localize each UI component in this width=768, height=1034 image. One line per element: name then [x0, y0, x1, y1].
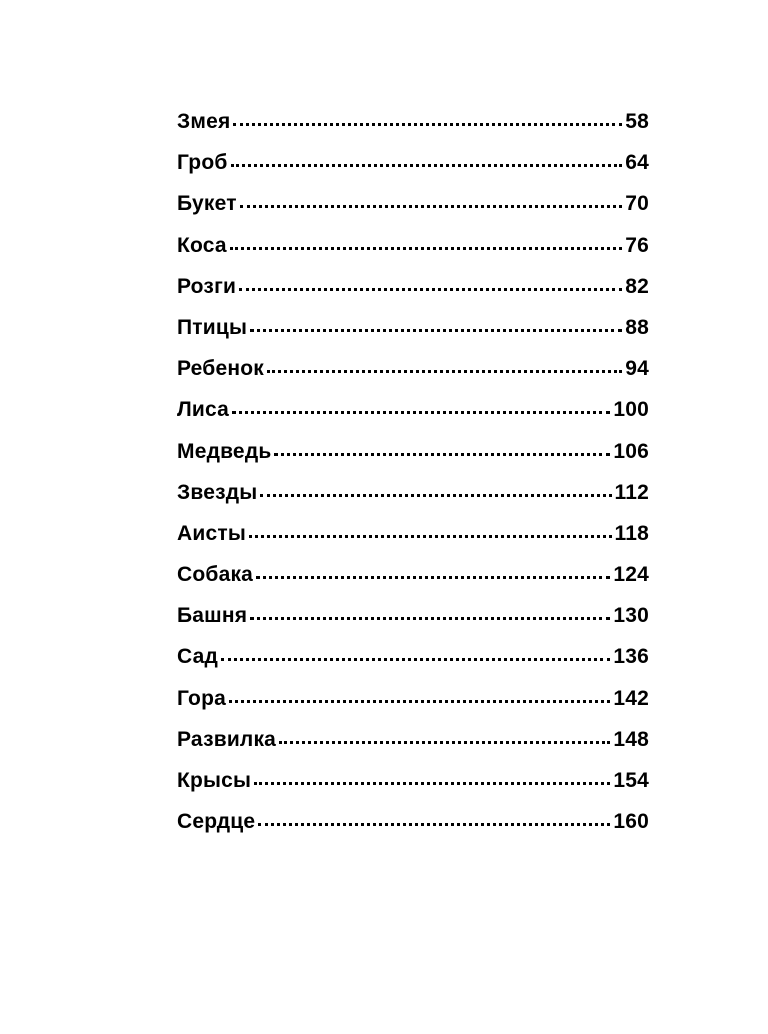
toc-entry-title: Лиса [177, 398, 230, 422]
dot-leader [239, 288, 622, 291]
toc-entry-page: 148 [613, 727, 649, 751]
toc-entry-title: Коса [177, 233, 227, 257]
toc-entry-title: Гроб [177, 151, 228, 175]
toc-entry [177, 398, 649, 439]
dot-leader [254, 782, 610, 785]
toc-entry-title: Гора [177, 686, 226, 710]
toc-entry-page: 118 [614, 521, 649, 545]
toc-entry-title: Башня [177, 604, 248, 628]
dot-leader [230, 247, 622, 250]
toc-entry [177, 151, 649, 192]
toc-entry [177, 481, 649, 522]
toc-entry [177, 687, 649, 728]
toc-entry [177, 604, 649, 645]
toc-entry-title: Букет [177, 192, 237, 216]
dot-leader [240, 205, 623, 208]
toc-entry [177, 357, 649, 398]
toc-entry-page: 160 [613, 810, 649, 834]
toc-entry-page: 100 [613, 398, 649, 422]
toc-entry-page: 142 [613, 686, 649, 710]
toc-entry [177, 769, 649, 810]
dot-leader [258, 823, 610, 826]
toc-entry [177, 234, 649, 275]
toc-entry [177, 522, 649, 563]
toc-entry-page: 106 [613, 439, 649, 463]
toc-entry-page: 130 [613, 604, 649, 628]
toc-entry-title: Птицы [177, 315, 248, 339]
toc-entry-page: 82 [625, 274, 649, 298]
dot-leader [221, 658, 610, 661]
toc-entry-title: Змея [177, 110, 231, 133]
toc-entry-page: 64 [625, 151, 649, 175]
dot-leader [256, 576, 610, 579]
toc-entry-page: 136 [613, 645, 649, 669]
toc-entry [177, 275, 649, 316]
toc-entry-title: Собака [177, 563, 254, 587]
table-of-contents [177, 110, 649, 851]
toc-entry-page: 154 [613, 769, 649, 792]
toc-entry-title: Сердце [177, 810, 256, 834]
toc-entry [177, 316, 649, 357]
toc-entry-page: 58 [625, 110, 649, 133]
toc-entry-title: Сад [177, 645, 219, 669]
toc-entry-title: Аисты [177, 521, 246, 545]
toc-entry [177, 810, 649, 851]
toc-entry-title: Розги [177, 274, 237, 298]
toc-entry [177, 440, 649, 481]
dot-leader [279, 741, 610, 744]
dot-leader [231, 164, 623, 167]
toc-entry-page: 76 [625, 233, 649, 257]
dot-leader [274, 453, 610, 456]
toc-entry-title: Ребенок [177, 357, 264, 381]
dot-leader [249, 535, 612, 538]
toc-entry [177, 645, 649, 686]
toc-entry [177, 192, 649, 233]
toc-entry-page: 124 [613, 563, 649, 587]
toc-entry [177, 110, 649, 151]
toc-entry [177, 563, 649, 604]
toc-entry [177, 728, 649, 769]
toc-entry-title: Медведь [177, 439, 272, 463]
toc-entry-title: Развилка [177, 727, 277, 751]
dot-leader [233, 123, 622, 126]
toc-entry-title: Звезды [177, 480, 258, 504]
toc-entry-page: 70 [625, 192, 649, 216]
dot-leader [229, 700, 610, 703]
dot-leader [260, 494, 611, 497]
toc-entry-page: 94 [625, 357, 649, 381]
toc-entry-page: 88 [625, 315, 649, 339]
dot-leader [250, 329, 622, 332]
dot-leader [250, 617, 610, 620]
dot-leader [232, 411, 610, 414]
dot-leader [267, 370, 622, 373]
toc-entry-title: Крысы [177, 769, 252, 792]
toc-entry-page: 112 [614, 480, 649, 504]
